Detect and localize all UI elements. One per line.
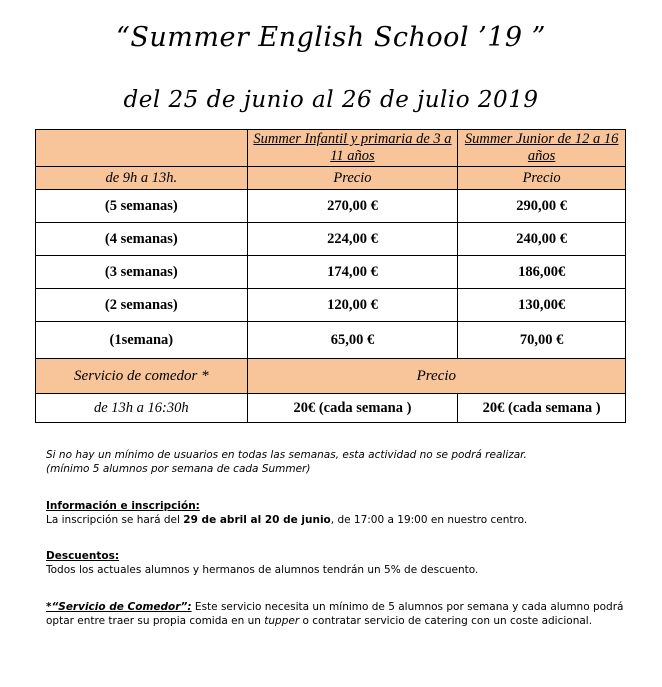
schedule-label: de 9h a 13h. xyxy=(36,167,248,190)
canteen-hours: de 13h a 16:30h xyxy=(36,394,248,423)
weeks-cell: (5 semanas) xyxy=(36,190,248,223)
canteen-note-label: *“Servicio de Comedor”: xyxy=(46,601,192,613)
weeks-cell: (4 semanas) xyxy=(36,223,248,256)
discount-section xyxy=(46,549,626,577)
junior-price-cell: 70,00 € xyxy=(458,322,626,359)
canteen-note-text: o xyxy=(299,615,313,627)
infantil-price-cell: 270,00 € xyxy=(247,190,458,223)
info-section xyxy=(46,499,626,527)
date-range-subtitle: del 25 de junio al 26 de julio 2019 xyxy=(123,87,539,113)
discount-heading: Descuentos: xyxy=(46,550,120,562)
junior-price-cell: 130,00€ xyxy=(458,289,626,322)
header-junior: Summer Junior de 12 a 16 años xyxy=(458,130,626,167)
header-infantil: Summer Infantil y primaria de 3 a 11 años xyxy=(247,130,458,167)
table-row xyxy=(36,223,626,256)
header-empty-cell xyxy=(36,130,248,167)
canteen-note-tupper: tupper xyxy=(264,615,300,627)
canteen-note-text: Este servicio necesita un mínimo de 5 alumnos por semana y cada alumno podrá optar entre traer su propia comida en un xyxy=(46,601,624,627)
info-text-part: , de 17:00 a 19:00 en nuestro centro. xyxy=(330,514,528,526)
info-heading: Información e inscripción: xyxy=(46,500,200,512)
info-text-part: al xyxy=(246,514,265,526)
discount-text: Todos los actuales alumnos y hermanos de alumnos tendrán un 5% de descuento. xyxy=(46,564,479,576)
canteen-note xyxy=(46,600,626,628)
minimum-notice xyxy=(46,448,626,476)
canteen-header-row xyxy=(36,359,626,394)
info-date-from: 29 de abril xyxy=(183,514,247,526)
info-date-to: 20 de junio xyxy=(264,514,331,526)
infantil-price-cell: 65,00 € xyxy=(247,322,458,359)
table-row xyxy=(36,256,626,289)
info-text-part: La inscripción se hará del xyxy=(46,514,184,526)
price-table xyxy=(35,129,626,423)
minimum-notice-line: (mínimo 5 alumnos por semana de cada Summer) xyxy=(46,463,311,475)
canteen-price-label: Precio xyxy=(247,359,625,394)
canteen-price-infantil: 20€ (cada semana ) xyxy=(247,394,458,423)
infantil-price-cell: 224,00 € xyxy=(247,223,458,256)
table-row xyxy=(36,190,626,223)
canteen-label: Servicio de comedor * xyxy=(36,359,248,394)
junior-price-cell: 240,00 € xyxy=(458,223,626,256)
price-label-junior: Precio xyxy=(458,167,626,190)
table-row xyxy=(36,289,626,322)
weeks-cell: (3 semanas) xyxy=(36,256,248,289)
table-subheader-row xyxy=(36,167,626,190)
table-header-row xyxy=(36,130,626,167)
weeks-cell: (1semana) xyxy=(36,322,248,359)
table-row xyxy=(36,322,626,359)
junior-price-cell: 186,00€ xyxy=(458,256,626,289)
price-label-infantil: Precio xyxy=(247,167,458,190)
weeks-cell: (2 semanas) xyxy=(36,289,248,322)
canteen-note-text: contratar servicio de catering con un coste adicional. xyxy=(312,615,593,627)
canteen-price-junior: 20€ (cada semana ) xyxy=(458,394,626,423)
infantil-price-cell: 174,00 € xyxy=(247,256,458,289)
infantil-price-cell: 120,00 € xyxy=(247,289,458,322)
canteen-row xyxy=(36,394,626,423)
junior-price-cell: 290,00 € xyxy=(458,190,626,223)
page-title: “Summer English School ’19 ” xyxy=(116,22,546,53)
minimum-notice-line: Si no hay un mínimo de usuarios en todas las semanas, esta actividad no se podrá realizar. xyxy=(46,449,527,461)
info-text xyxy=(46,513,626,527)
